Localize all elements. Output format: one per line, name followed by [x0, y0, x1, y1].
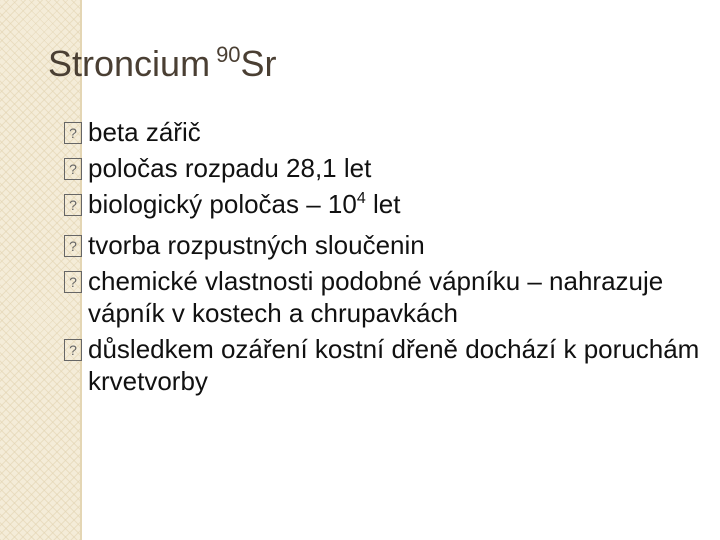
bullet-item: [64, 116, 704, 148]
missing-glyph-box-icon: [64, 194, 82, 216]
bullet-text-after: let: [365, 189, 401, 219]
title-symbol: Sr: [240, 43, 277, 84]
bullet-text: beta zářič: [88, 117, 201, 147]
missing-glyph-box-icon: [64, 339, 82, 361]
bullet-superscript: 4: [356, 190, 366, 207]
bullet-text: tvorba rozpustných sloučenin: [88, 230, 425, 260]
bullet-item: [64, 265, 704, 329]
title-text: Stroncium: [48, 43, 211, 84]
title-superscript: 90: [216, 42, 241, 67]
bullet-item: [64, 333, 704, 397]
bullet-text: biologický poločas – 10: [88, 189, 357, 219]
bullet-item: [64, 229, 704, 261]
bullet-text: chemické vlastnosti podobné vápníku – nahrazuje vápník v kostech a chrupavkách: [88, 266, 664, 328]
missing-glyph-box-icon: [64, 235, 82, 257]
missing-glyph-box-icon: [64, 271, 82, 293]
missing-glyph-box-icon: [64, 122, 82, 144]
bullet-text: důsledkem ozáření kostní dřeně dochází k poruchám krvetvorby: [88, 334, 700, 396]
missing-glyph-box-icon: [64, 158, 82, 180]
slide-title: [48, 44, 277, 84]
bullet-list: [64, 116, 704, 401]
bullet-text: poločas rozpadu 28,1 let: [88, 153, 372, 183]
bullet-item: [64, 152, 704, 184]
bullet-item: [64, 188, 704, 225]
